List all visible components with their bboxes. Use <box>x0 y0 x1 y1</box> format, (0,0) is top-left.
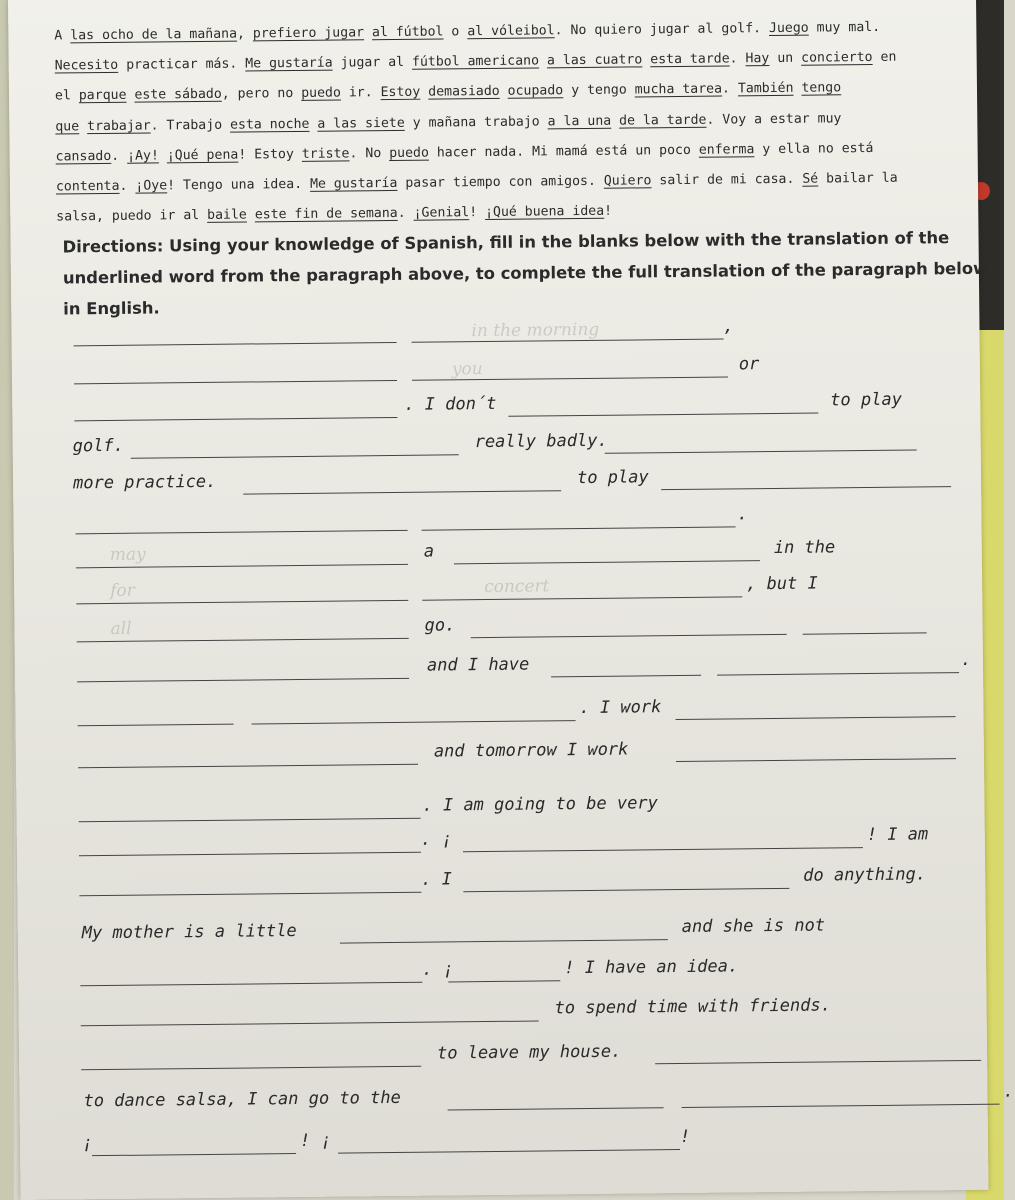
paragraph-text: . Voy a estar muy <box>706 110 842 128</box>
worksheet-text: do anything. <box>803 864 927 886</box>
pencil-trace: for <box>110 580 135 601</box>
answer-blank[interactable] <box>412 339 724 343</box>
worksheet-text: ! <box>679 1126 691 1148</box>
answer-blank[interactable] <box>508 413 818 417</box>
underlined-word: las ocho de la mañana <box>70 26 238 44</box>
underlined-word: mucha tarea <box>634 81 723 98</box>
worksheet-text: to leave my house. <box>436 1041 622 1064</box>
answer-blank[interactable] <box>243 490 561 494</box>
underlined-word: ¡Qué pena <box>166 147 239 164</box>
worksheet-text: and tomorrow I work <box>433 739 629 762</box>
worksheet-page <box>8 0 1014 1200</box>
underlined-word: de la tarde <box>619 112 707 129</box>
answer-blank[interactable] <box>676 716 956 720</box>
answer-blank[interactable] <box>81 1020 539 1026</box>
worksheet-text: really badly. <box>474 430 608 453</box>
answer-blank[interactable] <box>471 634 787 638</box>
underlined-word: Me gustaría <box>309 175 398 192</box>
answer-blank[interactable] <box>74 380 397 384</box>
worksheet-text: . I am going to be very <box>422 793 658 816</box>
underlined-word: tengo <box>801 80 842 97</box>
worksheet-text: a <box>423 541 435 562</box>
paragraph-text: . <box>119 178 136 194</box>
paragraph-text: ! Tengo una idea. <box>167 176 311 194</box>
worksheet-text: or <box>738 354 760 375</box>
underlined-word: Juego <box>768 20 809 37</box>
answer-blank[interactable] <box>340 939 668 943</box>
worksheet-text: . I don´t <box>404 393 497 415</box>
answer-blank[interactable] <box>655 1060 981 1064</box>
worksheet-text: . I work <box>579 697 662 719</box>
answer-blank[interactable] <box>80 982 422 987</box>
pencil-trace: concert <box>484 576 550 598</box>
paragraph-text: bailar la <box>818 170 898 187</box>
underlined-word: triste <box>301 146 350 162</box>
paragraph-text: hacer nada. Mi mamá está un poco <box>428 142 699 161</box>
underlined-word: al vóleibol <box>467 23 555 40</box>
underlined-word: ocupado <box>507 83 564 100</box>
translation-blanks <box>8 0 1014 1200</box>
answer-blank[interactable] <box>448 1107 664 1110</box>
paragraph-text: . <box>397 205 414 222</box>
answer-blank[interactable] <box>422 526 736 530</box>
worksheet-text: in the <box>773 537 836 559</box>
answer-blank[interactable] <box>76 600 408 604</box>
answer-blank[interactable] <box>682 1104 1000 1108</box>
worksheet-text: . ¡ <box>422 959 453 980</box>
answer-blank[interactable] <box>605 450 917 454</box>
paragraph-text: y mañana trabajo <box>404 113 548 131</box>
underlined-word: ¡Qué buena idea <box>484 203 605 221</box>
answer-blank[interactable] <box>412 376 728 380</box>
underlined-word: ¡Oye <box>135 178 168 194</box>
paragraph-text: ! Estoy <box>238 146 302 163</box>
underlined-word: esta noche <box>229 116 310 133</box>
pencil-trace: all <box>110 618 132 639</box>
worksheet-text: My mother is a little <box>81 921 297 944</box>
underlined-word: esta tarde <box>650 51 730 68</box>
underlined-word: baile <box>207 207 247 224</box>
worksheet-text: golf. <box>72 435 124 457</box>
paragraph-text: y ella no está <box>754 140 874 158</box>
answer-blank[interactable] <box>76 564 408 568</box>
underlined-word: trabajar <box>87 118 151 134</box>
underlined-word: contenta <box>55 178 120 195</box>
underlined-word: este sábado <box>134 87 222 104</box>
directions-line: in English. <box>63 298 160 319</box>
underlined-word: prefiero jugar <box>252 25 365 42</box>
paragraph-text: salir de mi casa. <box>651 171 803 189</box>
paragraph-text: , <box>236 26 253 42</box>
paragraph-text: y tengo <box>563 82 635 99</box>
paragraph-text: ! <box>469 205 486 221</box>
answer-blank[interactable] <box>77 638 409 642</box>
paragraph-text: A <box>54 28 71 44</box>
underlined-word: enferma <box>698 142 755 158</box>
worksheet-text: to dance salsa, I can go to the <box>83 1087 401 1112</box>
answer-blank[interactable] <box>78 764 418 769</box>
paragraph-text: muy mal. <box>808 19 881 36</box>
answer-blank[interactable] <box>661 486 951 490</box>
worksheet-text: and she is not <box>681 915 826 937</box>
underlined-word: este fin de semana <box>254 206 398 223</box>
answer-blank[interactable] <box>454 560 760 564</box>
worksheet-text: . ¡ <box>420 829 452 850</box>
paragraph-text: en <box>872 49 897 66</box>
underlined-word: Estoy <box>380 85 421 101</box>
worksheet-text: go. <box>424 615 456 636</box>
underlined-word: Quiero <box>603 173 652 189</box>
paragraph-text: salsa, puedo ir al <box>56 208 208 225</box>
worksheet-text: to play <box>830 389 902 411</box>
underlined-word: a la una <box>547 113 612 129</box>
fill-in-row <box>16 730 984 780</box>
answer-blank[interactable] <box>79 818 421 823</box>
paragraph-text: ir. <box>340 85 381 101</box>
underlined-word: fútbol americano <box>411 53 540 70</box>
worksheet-text: . <box>960 649 972 671</box>
paragraph-text: o <box>443 24 468 40</box>
answer-blank[interactable] <box>74 417 397 421</box>
worksheet-text: to spend time with friends. <box>554 995 832 1019</box>
paragraph-text: . No quiero jugar al golf. <box>554 21 770 39</box>
worksheet-text: ! I am <box>866 824 929 846</box>
directions-line: Directions: Using your knowledge of Spanish, fill in the blanks below with the translation of the <box>62 228 950 257</box>
worksheet-text: , but I <box>746 573 818 595</box>
worksheet-text: . I <box>421 869 453 890</box>
paragraph-text: . <box>721 81 738 97</box>
underlined-word: parque <box>78 88 127 104</box>
paragraph-text: pasar tiempo con amigos. <box>397 173 604 191</box>
answer-blank[interactable] <box>81 1066 421 1071</box>
answer-blank[interactable] <box>551 675 701 678</box>
answer-blank[interactable] <box>92 1153 296 1156</box>
answer-blank[interactable] <box>252 720 576 724</box>
paragraph-text: , pero no <box>221 86 302 103</box>
answer-blank[interactable] <box>422 596 742 600</box>
worksheet-text: ¡ <box>81 1133 93 1154</box>
answer-blank[interactable] <box>74 342 397 346</box>
paragraph-text: ! <box>604 203 613 219</box>
answer-blank[interactable] <box>79 852 421 857</box>
fill-in-row <box>20 1118 988 1168</box>
underlined-word: cansado <box>55 148 112 165</box>
underlined-word: que <box>55 118 80 135</box>
underlined-word: a las siete <box>317 115 405 132</box>
answer-blank[interactable] <box>79 892 421 897</box>
pencil-trace: in the morning <box>471 319 600 342</box>
worksheet-text: more practice. <box>72 471 217 494</box>
underlined-word: También <box>737 81 794 97</box>
underlined-word: al fútbol <box>371 24 444 41</box>
answer-blank[interactable] <box>463 847 863 852</box>
worksheet-text: , <box>723 316 734 337</box>
fill-in-row <box>19 1032 987 1082</box>
paragraph-text: el <box>54 88 79 104</box>
underlined-word: concierto <box>801 50 873 66</box>
underlined-word: Me gustaría <box>245 55 333 72</box>
worksheet-text: ! ¡ <box>299 1130 331 1152</box>
answer-blank[interactable] <box>131 454 459 458</box>
answer-blank[interactable] <box>717 672 959 676</box>
underlined-word: puedo <box>389 145 429 161</box>
underlined-word: Sé <box>802 171 819 187</box>
answer-blank[interactable] <box>463 888 789 892</box>
underlined-word: demasiado <box>428 84 500 101</box>
paragraph-text: . Trabajo <box>150 117 231 134</box>
answer-blank[interactable] <box>448 980 560 982</box>
worksheet-text: and I have <box>426 654 530 676</box>
paragraph-text: jugar al <box>332 54 413 71</box>
underlined-word: a las cuatro <box>546 52 643 69</box>
answer-blank[interactable] <box>338 1149 680 1154</box>
paragraph-text: . <box>111 148 128 164</box>
paragraph-text: . No <box>349 145 390 162</box>
underlined-word: puedo <box>301 85 341 102</box>
underlined-word: Hay <box>745 51 770 67</box>
paragraph-text: practicar más. <box>118 56 246 74</box>
worksheet-text: to play <box>576 467 649 489</box>
worksheet-text: . <box>1003 1081 1014 1102</box>
answer-blank[interactable] <box>77 678 409 682</box>
worksheet-text: ! I have an idea. <box>564 956 739 979</box>
answer-blank[interactable] <box>78 724 234 727</box>
underlined-word: Necesito <box>54 58 119 74</box>
answer-blank[interactable] <box>76 530 408 534</box>
underlined-word: ¡Genial <box>413 205 470 221</box>
pencil-trace: may <box>109 544 146 565</box>
underlined-word: ¡Ay! <box>127 148 159 164</box>
answer-blank[interactable] <box>676 758 956 762</box>
pencil-trace: you <box>451 359 483 380</box>
answer-blank[interactable] <box>803 632 927 634</box>
paragraph-text: un <box>769 50 802 67</box>
directions-line: underlined word from the paragraph above, to complete the full translation of the paragraph below <box>62 258 989 288</box>
paragraph-text: . <box>729 51 746 67</box>
worksheet-text: . <box>737 504 748 525</box>
